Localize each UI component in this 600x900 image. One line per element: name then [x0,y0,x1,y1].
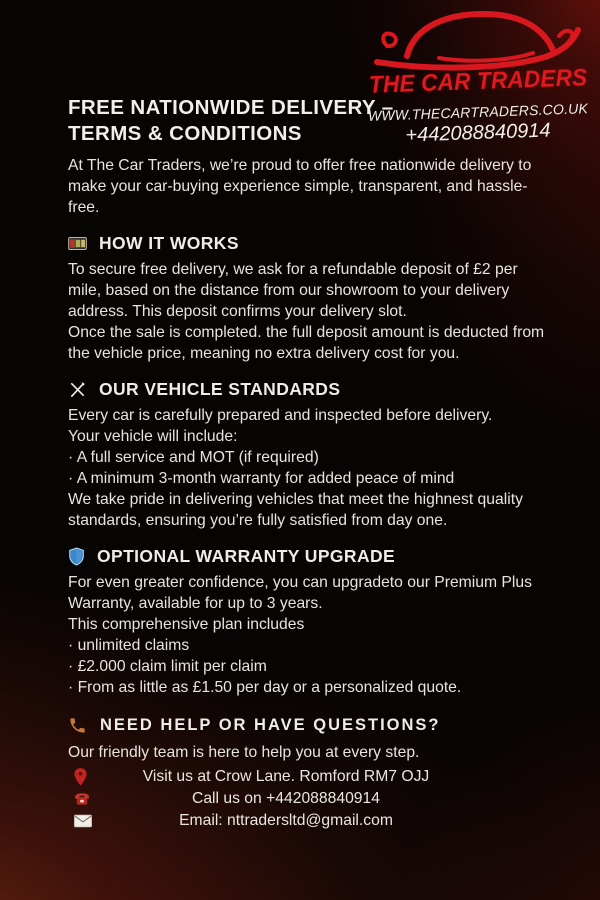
section-title: HOW IT WORKS [99,232,239,253]
section-paragraph: Once the sale is completed. the full deposit amount is deducted from the vehicle price, meaning no extra delivery cost for you. [68,324,545,362]
brand-phone: +442088840914 [405,119,551,147]
contact-address: Visit us at Crow Lane. Romford RM7 OJJ [142,768,430,785]
brand-name: THE CAR TRADERS [368,64,588,99]
contact-title: NEED HELP OR HAVE QUESTIONS? [100,715,441,734]
banknote-icon [68,237,87,250]
bullet-item: · A full service and MOT (if required) [68,449,319,466]
section-contact [68,714,554,832]
contact-row-visit [68,766,504,788]
section-paragraph: We take pride in delivering vehicles that meet the highnest quality standards, ensuring you’re fully satisfied from day one. [68,491,523,529]
envelope-icon [74,815,92,828]
contact-subtitle: Our friendly team is here to help you at every step. [68,744,420,761]
location-pin-icon [74,768,87,786]
bullet-item: · A minimum 3-month warranty for added peace of mind [68,470,455,487]
telephone-icon [74,793,90,806]
section-title: OPTIONAL WARRANTY UPGRADE [97,545,396,566]
page-title-line1: FREE NATIONWIDE DELIVERY – [68,96,394,119]
bullet-item: · unlimited claims [68,637,190,654]
page-title [68,95,438,147]
section-paragraph: Your vehicle will include: [68,428,238,445]
section-paragraph: This comprehensive plan includes [68,616,305,633]
section-warranty-upgrade [68,545,554,698]
shield-icon [68,547,85,566]
section-paragraph: To secure free delivery, we ask for a refundable deposit of £2 per mile, based on the distance from our showroom to your delivery address. This deposit confirms your delivery slot. [68,261,518,320]
page-title-line2: TERMS & CONDITIONS [68,122,302,145]
tools-icon [68,380,87,399]
section-how-it-works [68,232,554,364]
contact-phone: Call us on +442088840914 [192,790,380,807]
section-paragraph: Every car is carefully prepared and inspected before delivery. [68,407,493,424]
intro-paragraph: At The Car Traders, we’re proud to offer free nationwide delivery to make your car-buying experience simple, transparent, and hassle-free. [68,157,532,216]
section-vehicle-standards [68,378,554,531]
contact-row-call [68,788,504,810]
section-title: OUR VEHICLE STANDARDS [99,378,341,399]
phone-icon [68,716,87,735]
contact-row-email [68,810,504,832]
contact-email: Email: nttradersltd@gmail.com [179,812,393,829]
car-logo-icon [373,6,583,72]
section-paragraph: For even greater confidence, you can upgradeto our Premium Plus Warranty, available for up to 3 years. [68,574,532,612]
contact-rows [68,766,554,832]
bullet-item: · From as little as £1.50 per day or a personalized quote. [68,679,462,696]
brand-website: WWW.THECARTRADERS.CO.UK [367,100,589,124]
bullet-item: · £2.000 claim limit per claim [68,658,267,675]
